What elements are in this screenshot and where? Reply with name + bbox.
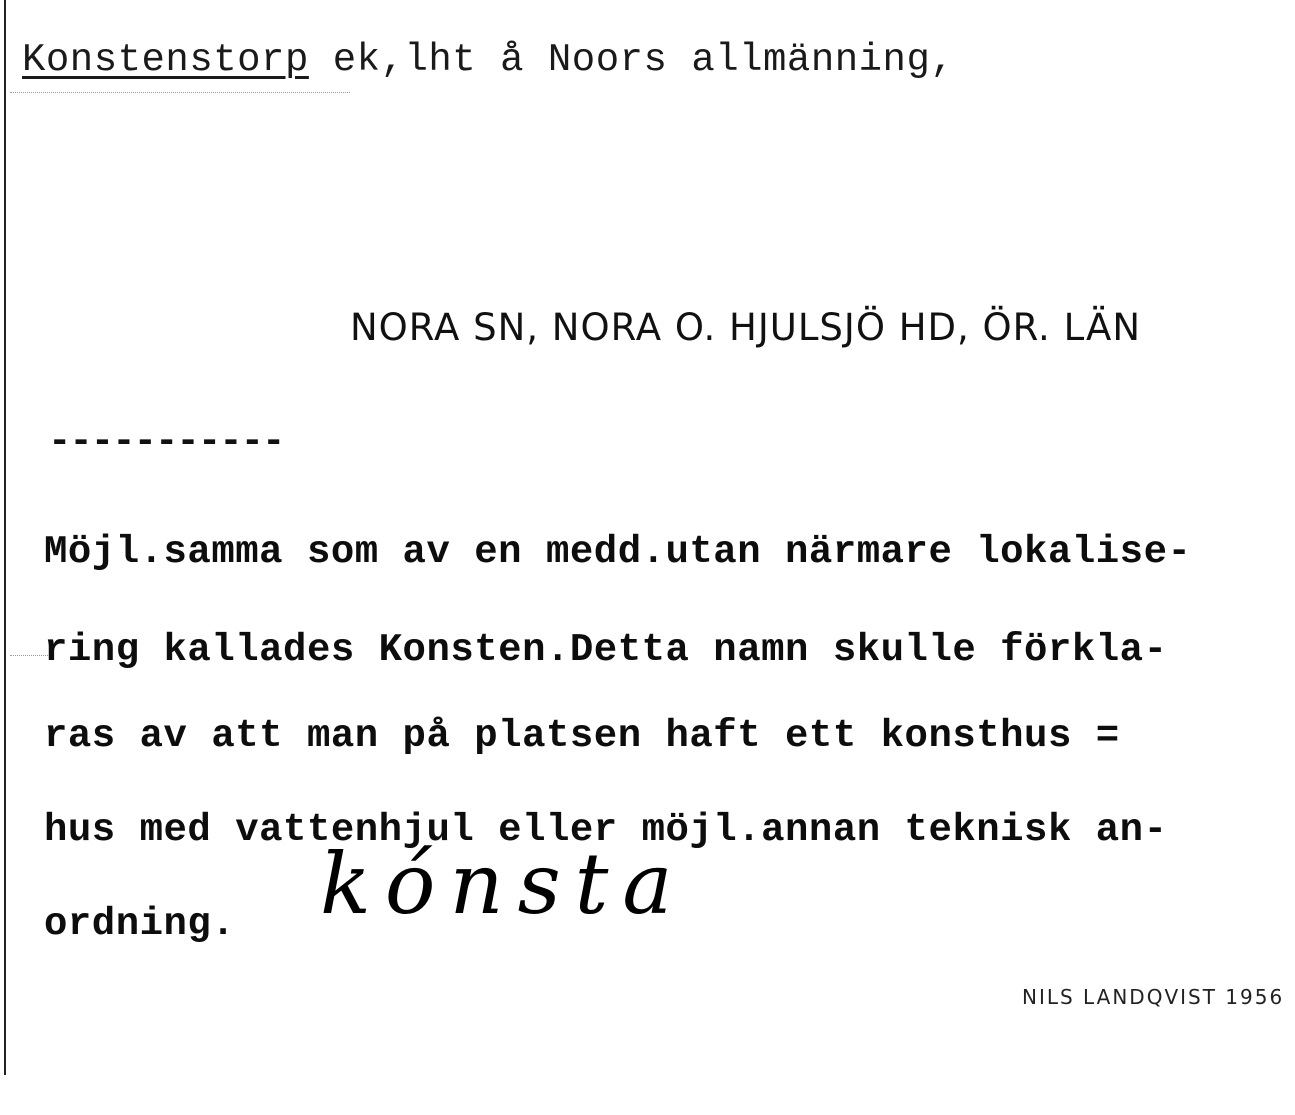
collector-signature: NILS LANDQVIST 1956: [1022, 985, 1285, 1009]
parish-district-county: NORA SN, NORA O. HJULSJÖ HD, ÖR. LÄN: [350, 306, 1142, 349]
body-line-4: hus med vattenhjul eller möjl.annan teknisk an-: [44, 808, 1168, 852]
guide-line: [10, 92, 350, 93]
handwritten-pronunciation: kónsta: [320, 835, 687, 933]
headword: Konstenstorp: [22, 38, 309, 82]
body-line-2: ring kallades Konsten.Detta namn skulle förkla-: [44, 628, 1168, 672]
body-line-3: ras av att man på platsen haft ett konsthus =: [44, 714, 1120, 758]
body-line-1: Möjl.samma som av en medd.utan närmare lokalise-: [44, 530, 1192, 574]
heading-line: [22, 38, 954, 82]
section-divider: -----------: [48, 420, 284, 464]
heading-description: ek,lht å Noors allmänning,: [308, 38, 955, 82]
card-left-edge: [4, 0, 6, 1075]
body-line-5: ordning.: [44, 902, 236, 946]
